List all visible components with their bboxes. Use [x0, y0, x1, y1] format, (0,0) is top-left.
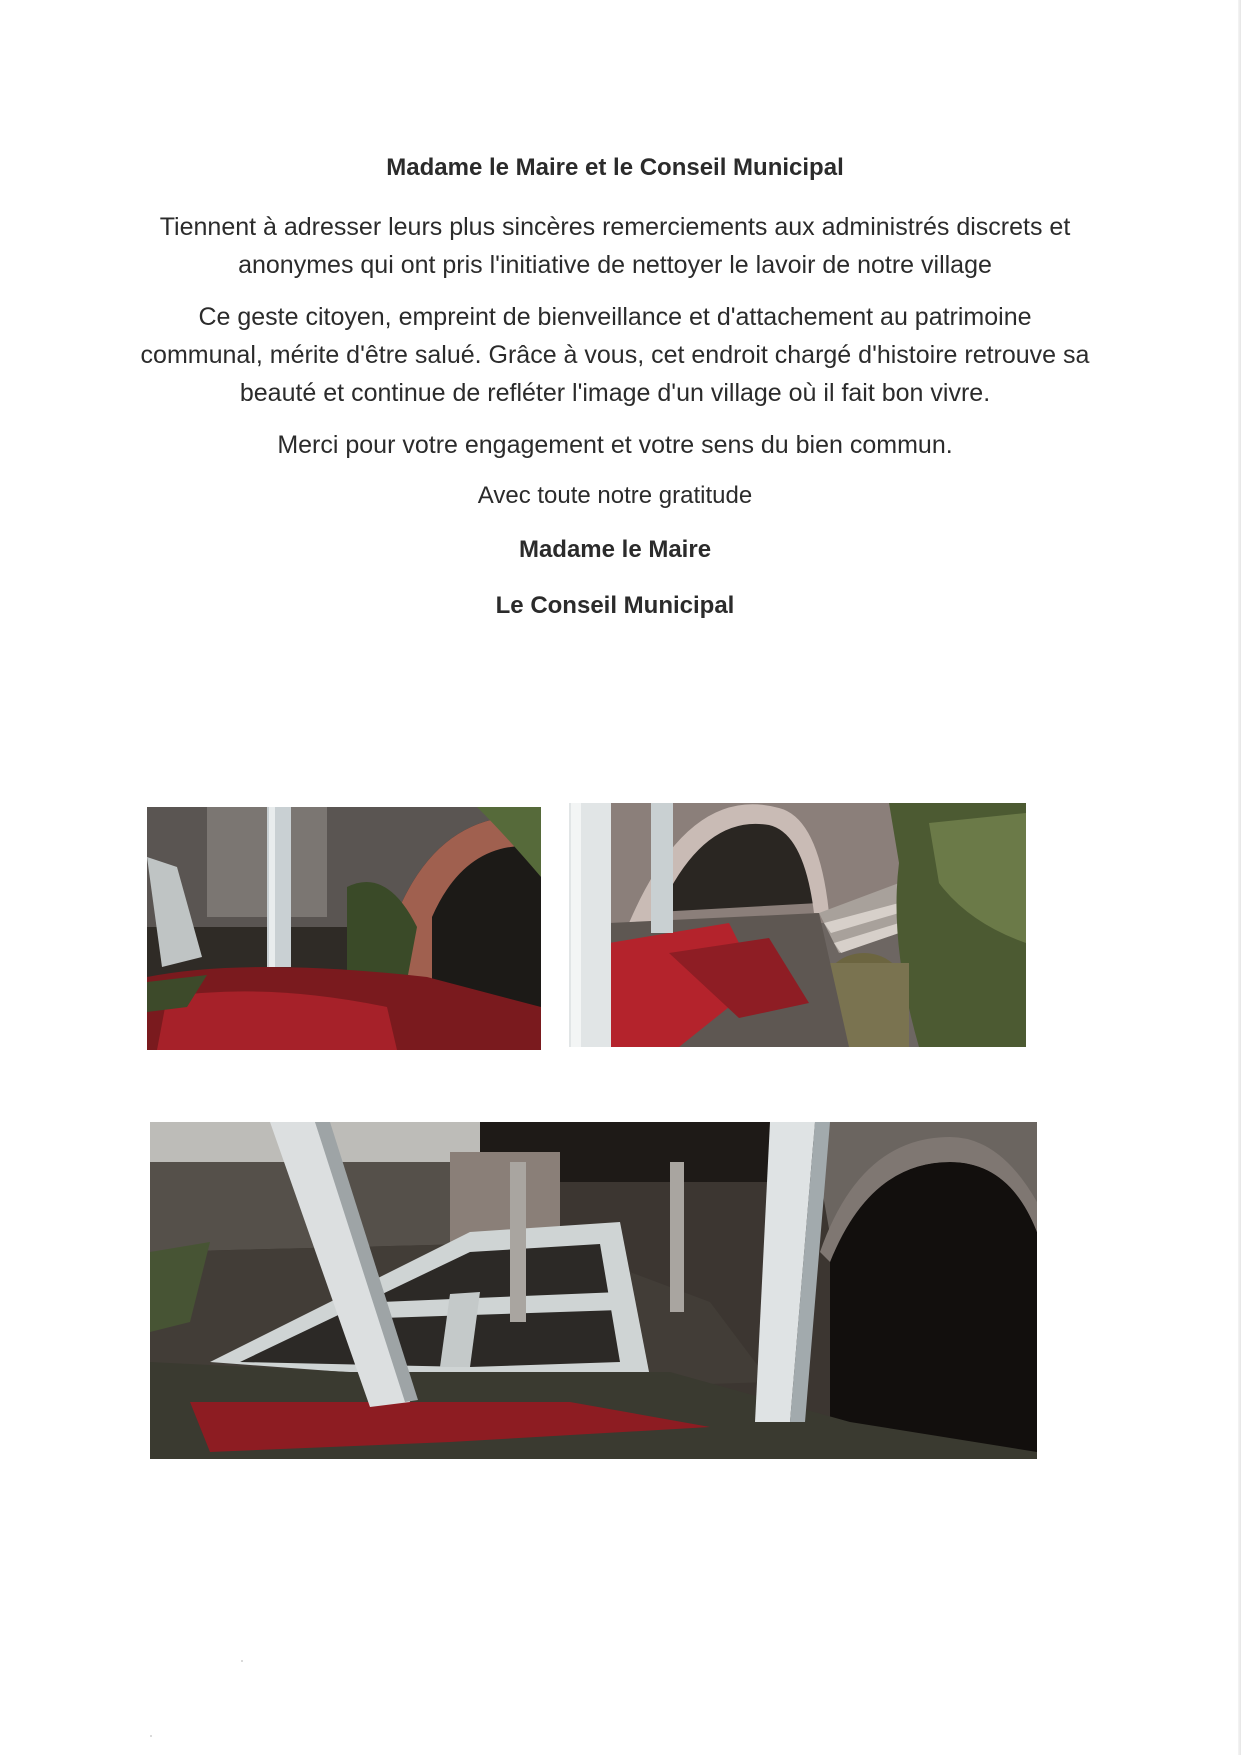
signature-mayor: Madame le Maire	[518, 536, 712, 563]
lavoir-photo-arch	[147, 807, 541, 1050]
paragraph-civic-gesture: Ce geste citoyen, empreint de bienveillance et d'attachement au patrimoine communal, mérite d'être salué. Grâce à vous, cet endroit chargé d'histoire retrouve sa beauté et continue de refléter l'image d'un village où il fait bon vivre.	[140, 303, 1090, 407]
paragraph-engagement: Merci pour votre engagement et votre sens du bien commun.	[277, 431, 953, 459]
scan-speck	[150, 1735, 152, 1737]
signature-council: Le Conseil Municipal	[495, 592, 735, 619]
lavoir-photo-basin	[150, 1122, 1037, 1459]
closing-line: Avec toute notre gratitude	[477, 482, 753, 509]
letter-body	[140, 150, 1090, 644]
paragraph-thanks: Tiennent à adresser leurs plus sincères remerciements aux administrés discrets et anonymes qui ont pris l'initiative de nettoyer le lavoir de notre village	[159, 213, 1071, 279]
letter-title: Madame le Maire et le Conseil Municipal	[386, 154, 844, 181]
lavoir-photo-stairs	[569, 803, 1026, 1047]
scan-speck	[241, 1660, 243, 1662]
